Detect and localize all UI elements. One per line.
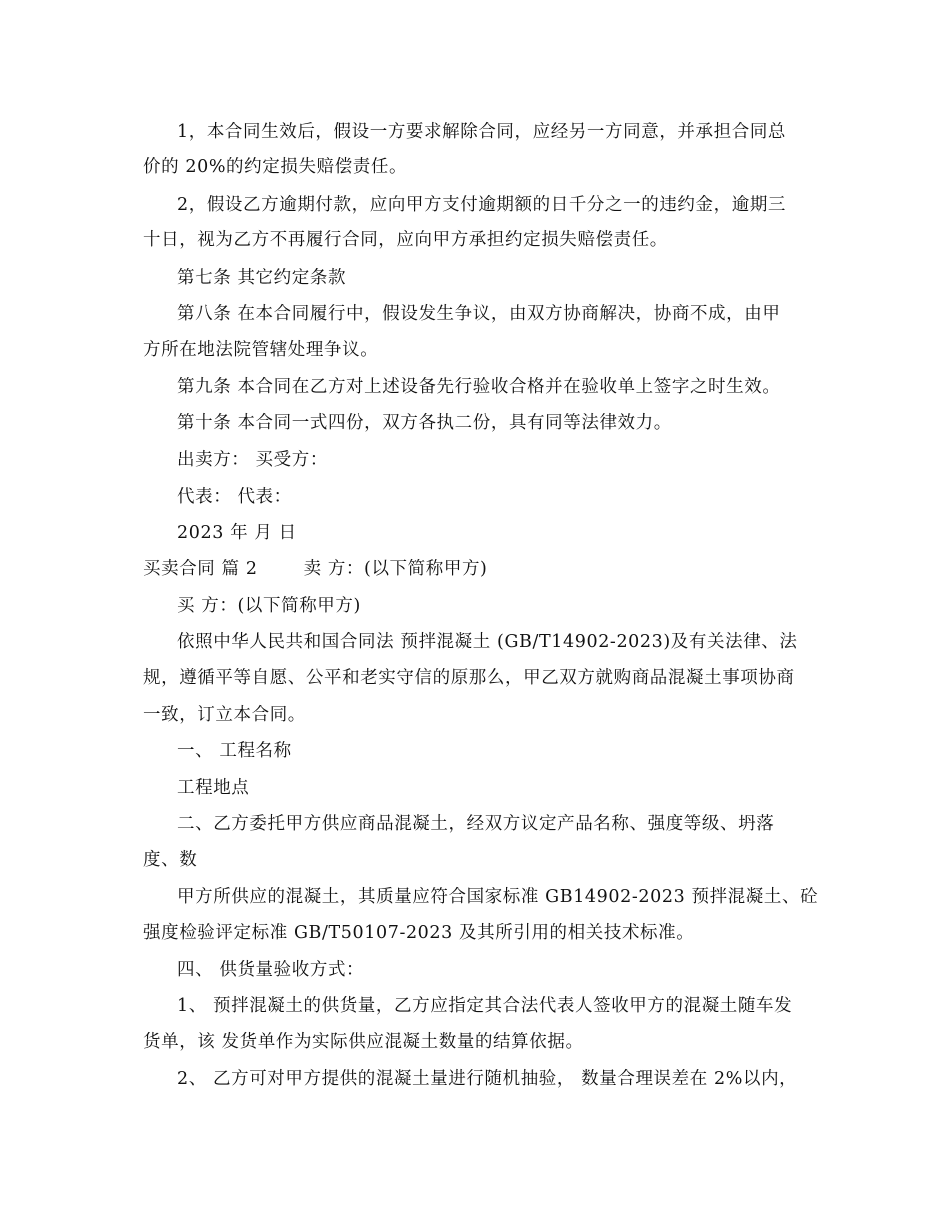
clause-heading: 一、 工程名称 [177,741,292,761]
section-title: 买卖合同 篇 2 [143,559,258,579]
text-line: 强度检验评定标准 GB/T50107-2023 及其所引用的相关技术标准。 [143,923,695,943]
seller-party: 卖 方：(以下简称甲方) [303,559,488,579]
text-line: 一致，订立本合同。 [143,705,306,725]
text-line: 度、数 [143,850,198,870]
text-line: 第八条 在本合同履行中，假设发生争议，由双方协商解决，协商不成，由甲 [177,304,781,324]
text-line: 方所在地法院管辖处理争议。 [143,340,379,360]
signature-date: 2023 年 月 日 [177,523,297,543]
text-line: 甲方所供应的混凝土，其质量应符合国家标准 GB14902-2023 预拌混凝土、砼 [177,887,819,907]
article-heading: 第七条 其它约定条款 [177,268,347,288]
signature-representatives: 代表： 代表： [177,487,292,507]
text-line: 1，本合同生效后，假设一方要求解除合同，应经另一方同意，并承担合同总 [177,122,787,142]
text-line: 2、 乙方可对甲方提供的混凝土量进行随机抽验， 数量合理误差在 2%以内， [177,1069,798,1089]
text-line: 二、乙方委托甲方供应商品混凝土，经双方议定产品名称、强度等级、坍落 [177,814,775,834]
text-line: 货单，该 发货单作为实际供应混凝土数量的结算依据。 [143,1032,584,1052]
text-line: 规，遵循平等自愿、公平和老实守信的原那么，甲乙双方就购商品混凝土事项协商 [143,668,795,688]
text-line: 十日，视为乙方不再履行合同，应向甲方承担约定损失赔偿责任。 [143,230,668,250]
section-heading [143,557,487,581]
text-line: 依照中华人民共和国合同法 预拌混凝土 (GB/T14902-2023)及有关法律、法 [177,632,798,652]
text-line: 2，假设乙方逾期付款，应向甲方支付逾期额的日千分之一的违约金，逾期三 [177,195,787,215]
clause-heading: 四、 供货量验收方式： [177,960,365,980]
signature-parties: 出卖方： 买受方： [177,450,328,470]
text-line: 第十条 本合同一式四份，双方各执二份，具有同等法律效力。 [177,413,672,433]
buyer-party: 买 方：(以下简称甲方) [177,596,361,616]
text-line: 第九条 本合同在乙方对上述设备先行验收合格并在验收单上签字之时生效。 [177,377,781,397]
text-line: 1、 预拌混凝土的供货量，乙方应指定其合法代表人签收甲方的混凝土随车发 [177,996,793,1016]
text-line: 价的 20%的约定损失赔偿责任。 [143,157,408,177]
text-line: 工程地点 [177,778,250,798]
